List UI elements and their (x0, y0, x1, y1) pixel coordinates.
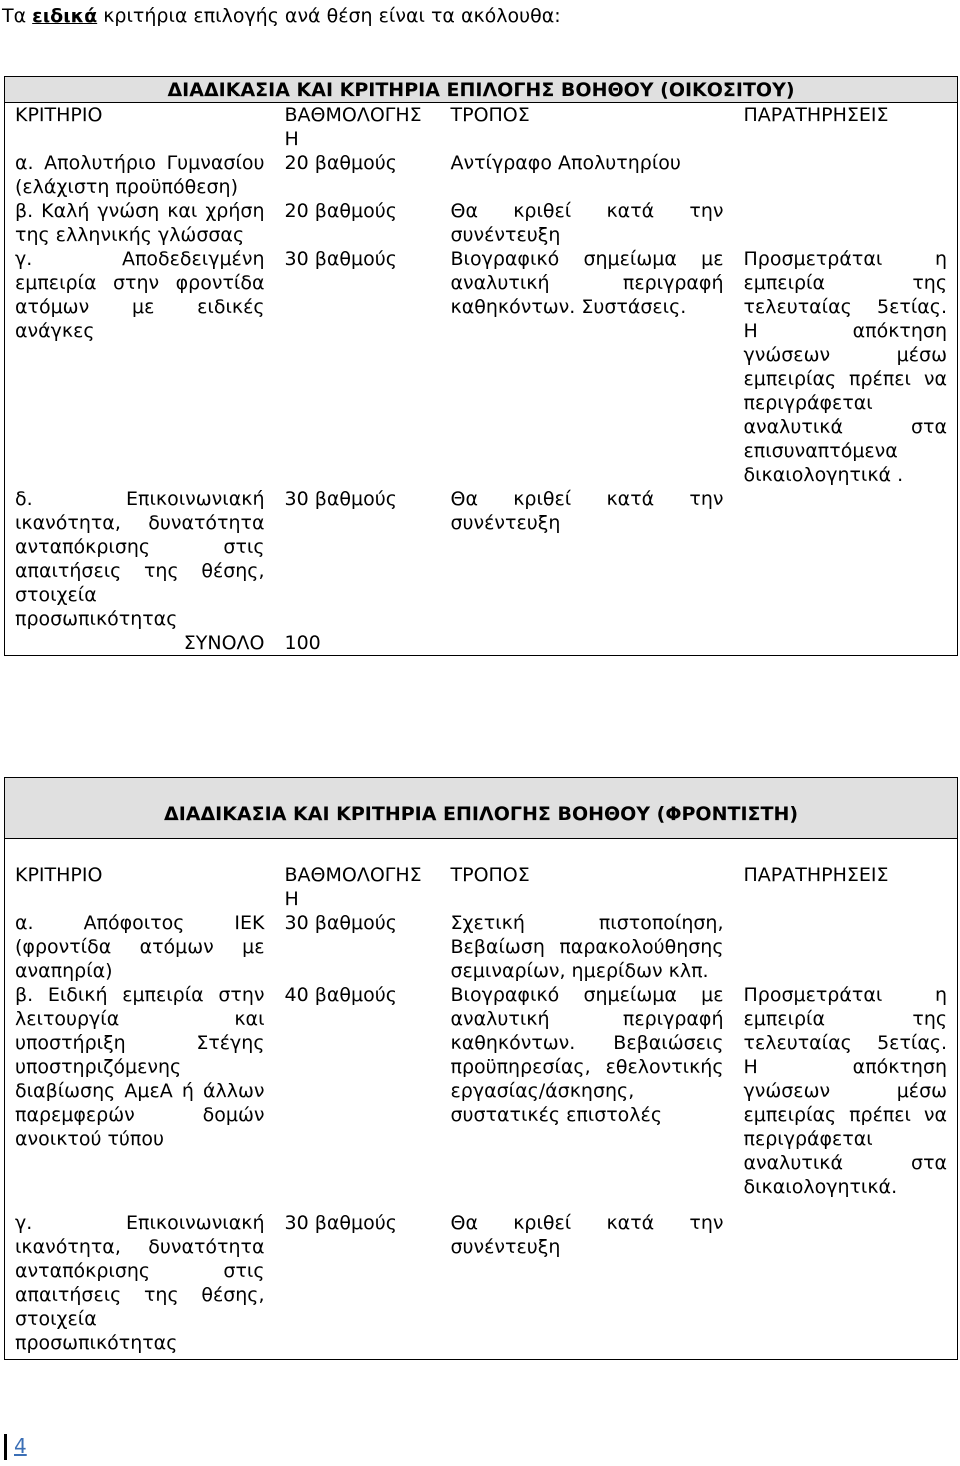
table-header-row (5, 103, 958, 152)
page-number-marker (2, 1430, 32, 1460)
table-title-row (5, 778, 958, 839)
table-title: ΔΙΑΔΙΚΑΣΙΑ ΚΑΙ ΚΡΙΤΗΡΙΑ ΕΠΙΛΟΓΗΣ ΒΟΗΘΟΥ (ΟΙΚΟΣΙΤΟΥ) (5, 77, 958, 103)
total-empty (441, 631, 958, 656)
method-cell: Βιογραφικό σημείωμα με αναλυτική περιγραφή καθηκόντων. Βεβαιώσεις προϋπηρεσίας, εθελοντικής εργασίας/άσκησης, συστατικές επιστολές (450, 984, 724, 1126)
criterion-cell: β. Ειδική εμπειρία στην λειτουργία και υποστήριξη Στέγης υποστηριζόμενης διαβίωσης ΑμεΑ ή άλλων παρεμφερών δομών ανοικτού τύπου (15, 984, 265, 1150)
score-cell: 30 βαθμούς (284, 488, 397, 510)
intro-emphasis: ειδικά (32, 5, 98, 27)
header-criterion: ΚΡΙΤΗΡΙΟ (15, 864, 103, 886)
notes-cell (734, 487, 958, 631)
table-row (5, 911, 958, 983)
intro-sentence (2, 4, 561, 28)
criterion-cell: γ. Αποδεδειγμένη εμπειρία στην φροντίδα ατόμων με ειδικές ανάγκες (15, 248, 265, 342)
score-cell: 20 βαθμούς (284, 200, 397, 222)
method-cell: Σχετική πιστοποίηση, Βεβαίωση παρακολούθησης σεμιναρίων, ημερίδων κλπ. (450, 912, 724, 982)
criterion-cell: β. Καλή γνώση και χρήση της ελληνικής γλώσσας (15, 200, 265, 246)
score-cell: 40 βαθμούς (284, 984, 397, 1006)
criterion-cell: α. Απόφοιτος ΙΕΚ (φροντίδα ατόμων με αναπηρία) (15, 912, 265, 982)
header-notes: ΠΑΡΑΤΗΡΗΣΕΙΣ (743, 104, 889, 126)
header-method: ΤΡΟΠΟΣ (450, 864, 530, 886)
table-row (5, 247, 958, 487)
score-cell: 30 βαθμούς (284, 248, 397, 270)
method-cell: Αντίγραφο Απολυτηρίου (450, 152, 681, 174)
header-score: ΒΑΘΜΟΛΟΓΗΣΗ (284, 104, 422, 150)
notes-cell (734, 1211, 958, 1360)
header-criterion: ΚΡΙΤΗΡΙΟ (15, 104, 103, 126)
table-title-row (5, 77, 958, 103)
criterion-cell: γ. Επικοινωνιακή ικανότητα, δυνατότητα ανταπόκρισης στις απαιτήσεις της θέσης, στοιχεία προσωπικότητας (15, 1212, 265, 1354)
notes-cell (734, 199, 958, 247)
criteria-table-home-assistant (4, 76, 958, 656)
table-row (5, 199, 958, 247)
table-title: ΔΙΑΔΙΚΑΣΙΑ ΚΑΙ ΚΡΙΤΗΡΙΑ ΕΠΙΛΟΓΗΣ ΒΟΗΘΟΥ (ΦΡΟΝΤΙΣΤΗ) (5, 778, 958, 839)
header-notes: ΠΑΡΑΤΗΡΗΣΕΙΣ (743, 864, 889, 886)
total-label: ΣΥΝΟΛΟ (183, 632, 265, 654)
total-value: 100 (284, 632, 321, 654)
table-row (5, 487, 958, 631)
intro-before: Τα (2, 5, 33, 27)
table-row (5, 151, 958, 199)
header-score: ΒΑΘΜΟΛΟΓΗΣΗ (284, 864, 422, 910)
method-cell: Θα κριθεί κατά την συνέντευξη (450, 1212, 724, 1258)
intro-after: κριτήρια επιλογής ανά θέση είναι τα ακόλουθα: (97, 5, 561, 27)
score-cell: 30 βαθμούς (284, 1212, 397, 1234)
score-cell: 20 βαθμούς (284, 152, 397, 174)
notes-cell (734, 911, 958, 983)
criterion-cell: δ. Επικοινωνιακή ικανότητα, δυνατότητα ανταπόκρισης στις απαιτήσεις της θέσης, στοιχεία προσωπικότητας (15, 488, 265, 630)
table-row (5, 983, 958, 1211)
table-header-row (5, 839, 958, 912)
score-cell: 30 βαθμούς (284, 912, 397, 934)
notes-cell: Προσμετράται η εμπειρία της τελευταίας 5ετίας. Η απόκτηση γνώσεων μέσω εμπειρίας πρέπει να περιγράφεται αναλυτικά στα επισυναπτόμενα δικαιολογητικά . (743, 248, 947, 486)
criteria-table-caregiver-assistant (4, 777, 958, 1360)
notes-cell: Προσμετράται η εμπειρία της τελευταίας 5ετίας. Η απόκτηση γνώσεων μέσω εμπειρίας πρέπει να περιγράφεται αναλυτικά στα δικαιολογητικά. (743, 984, 948, 1198)
table-total-row (5, 631, 958, 656)
criterion-cell: α. Απολυτήριο Γυμνασίου (ελάχιστη προϋπόθεση) (15, 152, 265, 198)
method-cell: Θα κριθεί κατά την συνέντευξη (450, 488, 724, 534)
table-row (5, 1211, 958, 1360)
page-marker-bar (4, 1434, 7, 1460)
method-cell: Βιογραφικό σημείωμα με αναλυτική περιγραφή καθηκόντων. Συστάσεις. (450, 248, 724, 318)
page-number: 4 (14, 1434, 27, 1458)
method-cell: Θα κριθεί κατά την συνέντευξη (450, 200, 724, 246)
notes-cell (734, 151, 958, 199)
header-method: ΤΡΟΠΟΣ (450, 104, 530, 126)
